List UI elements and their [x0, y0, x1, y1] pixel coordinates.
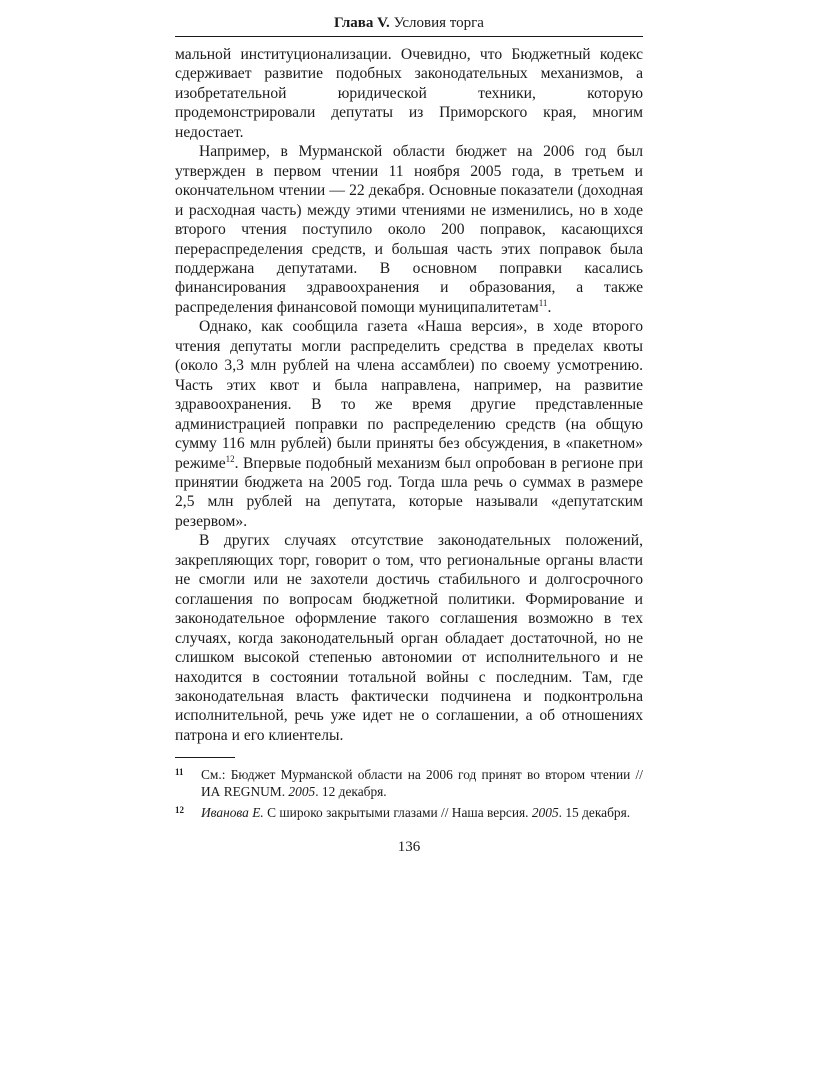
footnote-12 [175, 804, 643, 821]
chapter-number: Глава V. [334, 15, 390, 31]
footnote-ref-11: 11 [538, 297, 548, 308]
paragraph-3-end: . Впервые подобный механизм был опробован в регионе при принятии бюджета на 2005 год. Тогда шла речь о суммах в размере 2,5 млн рублей на депутата, которые называли «депутатским резервом». [175, 454, 643, 530]
footnotes [175, 766, 643, 821]
paragraph-2-text: Например, в Мурманской области бюджет на 2006 год был утвержден в первом чтении 11 ноября 2005 года, в третьем и окончательном чтении — 22 декабря. Основные показатели (доходная и расходная часть) между этими чтениями не изменились, но в ходе второго чтения поступило около 200 поправок, касающихся перераспределения средств, и большая часть этих поправок была поддержана депутатами. В основном поправки касались финансирования здравоохранения и образования, а также распределения финансовой помощи муниципалитетам [175, 143, 643, 316]
footnote-text: С широко закрытыми глазами // Наша версия. [263, 805, 532, 821]
footnote-11 [175, 766, 643, 800]
footnote-date: . 12 декабря. [315, 784, 387, 800]
running-head [175, 12, 643, 37]
footnote-ref-12: 12 [225, 453, 235, 464]
paragraph-3-text: Однако, как сообщила газета «Наша версия», в ходе второго чтения депутаты могли распределить средства в пределах квоты (около 3,3 млн рублей на члена ассамблеи) по своему усмотрению. Часть этих квот и была направлена, например, на развитие здравоохранения. В то же время другие представленные администрацией поправки по распределению средств (на общую сумму 116 млн рублей) были приняты без обсуждения, в «пакетном» режиме [175, 318, 643, 472]
footnote-author: Иванова Е. [201, 805, 264, 821]
footnote-divider [175, 757, 235, 758]
paragraph-1: мальной институционализации. Очевидно, что Бюджетный кодекс сдерживает развитие подобных законодательных механизмов, а изобретательной юридической техники, которую продемонстрировали депутаты из Приморского края, многим недостает. [175, 46, 643, 141]
footnote-date: . 15 декабря. [558, 805, 631, 821]
body-text [175, 45, 643, 745]
paragraph-2-end: . [547, 298, 552, 316]
chapter-title: Условия торга [393, 15, 484, 31]
footnote-number: 12 [175, 805, 184, 816]
footnote-year: 2005 [288, 784, 316, 800]
page-number: 136 [397, 839, 421, 856]
footnote-text: См.: Бюджет Мурманской области на 2006 год принят во втором чтении // ИА REGNUM. [201, 767, 643, 800]
footnote-year: 2005 [531, 805, 559, 821]
paragraph-3 [175, 317, 643, 531]
footnote-number: 11 [175, 767, 184, 778]
paragraph-4: В других случаях отсутствие законодательных положений, закрепляющих торг, говорит о том, что региональные органы власти не смогли или не захотели достичь стабильного и долгосрочного соглашения по вопросам бюджетной политики. Формирование и законодательное оформление такого соглашения возможно в тех случаях, когда законодательный орган обладает достаточной, но не слишком высокой степенью автономии от исполнительного и не находится в состоянии тотальной войны с последним. Там, где законодательная власть фактически подчинена и подконтрольна исполнительной, речь уже идет не о соглашении, а об отношениях патрона и его клиентелы. [175, 532, 643, 744]
paragraph-2 [175, 142, 643, 317]
book-page [175, 12, 643, 857]
